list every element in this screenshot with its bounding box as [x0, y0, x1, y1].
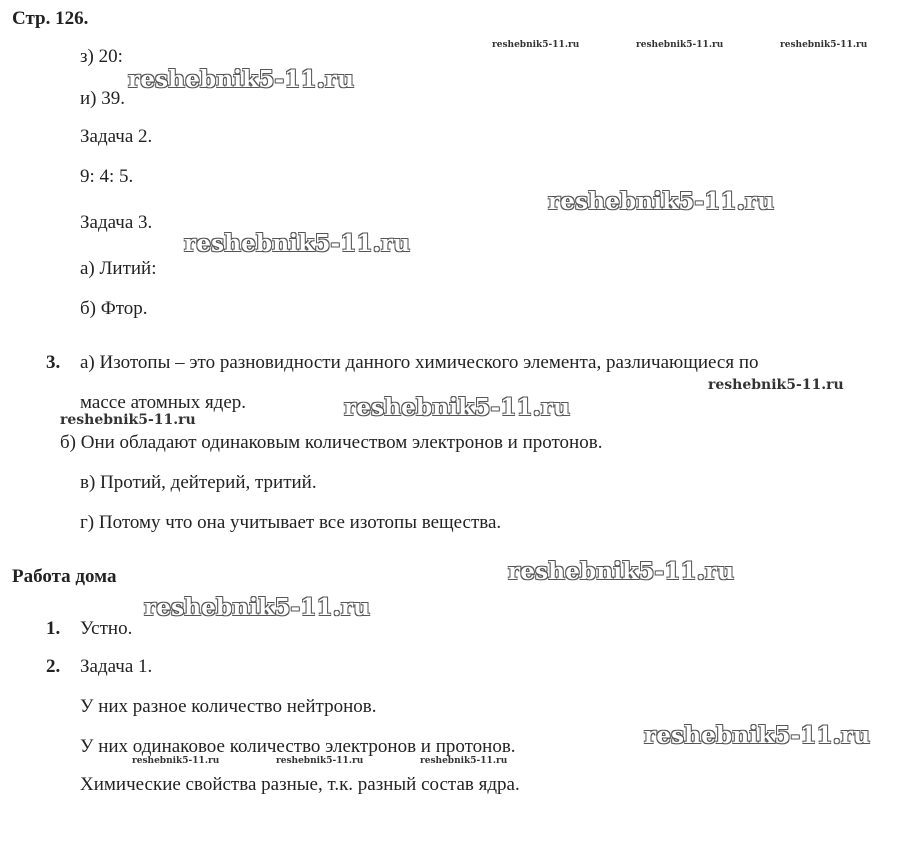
item-3-g: г) Потому что она учитывает все изотопы вещества.	[80, 512, 502, 533]
watermark: reshebnik5-11.ru	[144, 594, 371, 621]
watermark-small: reshebnik5-11.ru	[492, 40, 580, 50]
watermark-small: reshebnik5-11.ru	[780, 40, 868, 50]
task-2-ratio: 9: 4: 5.	[80, 166, 134, 187]
answer-i: и) 39.	[80, 88, 125, 109]
homework-line-b: У них одинаковое количество электронов и протонов.	[80, 736, 516, 757]
answer-lithium: а) Литий:	[80, 258, 157, 279]
watermark: reshebnik5-11.ru	[508, 558, 735, 585]
watermark-small: reshebnik5-11.ru	[60, 412, 196, 428]
watermark-small: reshebnik5-11.ru	[132, 756, 220, 766]
watermark-small: reshebnik5-11.ru	[708, 377, 844, 393]
item-3-b: б) Они обладают одинаковым количеством электронов и протонов.	[60, 432, 603, 453]
homework-item-1-number: 1.	[46, 618, 61, 639]
watermark: reshebnik5-11.ru	[184, 230, 411, 257]
watermark-small: reshebnik5-11.ru	[276, 756, 364, 766]
item-3-v: в) Протий, дейтерий, тритий.	[80, 472, 317, 493]
item-3-number: 3.	[46, 352, 61, 373]
watermark: reshebnik5-11.ru	[344, 394, 571, 421]
answer-z: з) 20:	[80, 46, 123, 67]
watermark: reshebnik5-11.ru	[644, 722, 871, 749]
homework-item-2-number: 2.	[46, 656, 61, 677]
watermark-small: reshebnik5-11.ru	[636, 40, 724, 50]
homework-item-1-text: Устно.	[80, 618, 133, 639]
homework-title: Работа дома	[12, 566, 117, 587]
item-3-a-line2: массе атомных ядер.	[80, 392, 247, 413]
homework-item-2-text: Задача 1.	[80, 656, 153, 677]
homework-line-c: Химические свойства разные, т.к. разный состав ядра.	[80, 774, 520, 795]
task-3-label: Задача 3.	[80, 212, 153, 233]
answer-fluorine: б) Фтор.	[80, 298, 148, 319]
task-2-label: Задача 2.	[80, 126, 153, 147]
page-heading: Стр. 126.	[12, 8, 89, 29]
watermark: reshebnik5-11.ru	[548, 188, 775, 215]
watermark-small: reshebnik5-11.ru	[420, 756, 508, 766]
item-3-a-line1: а) Изотопы – это разновидности данного химического элемента, различающиеся по	[80, 352, 759, 373]
homework-line-a: У них разное количество нейтронов.	[80, 696, 377, 717]
watermark: reshebnik5-11.ru	[128, 66, 355, 93]
